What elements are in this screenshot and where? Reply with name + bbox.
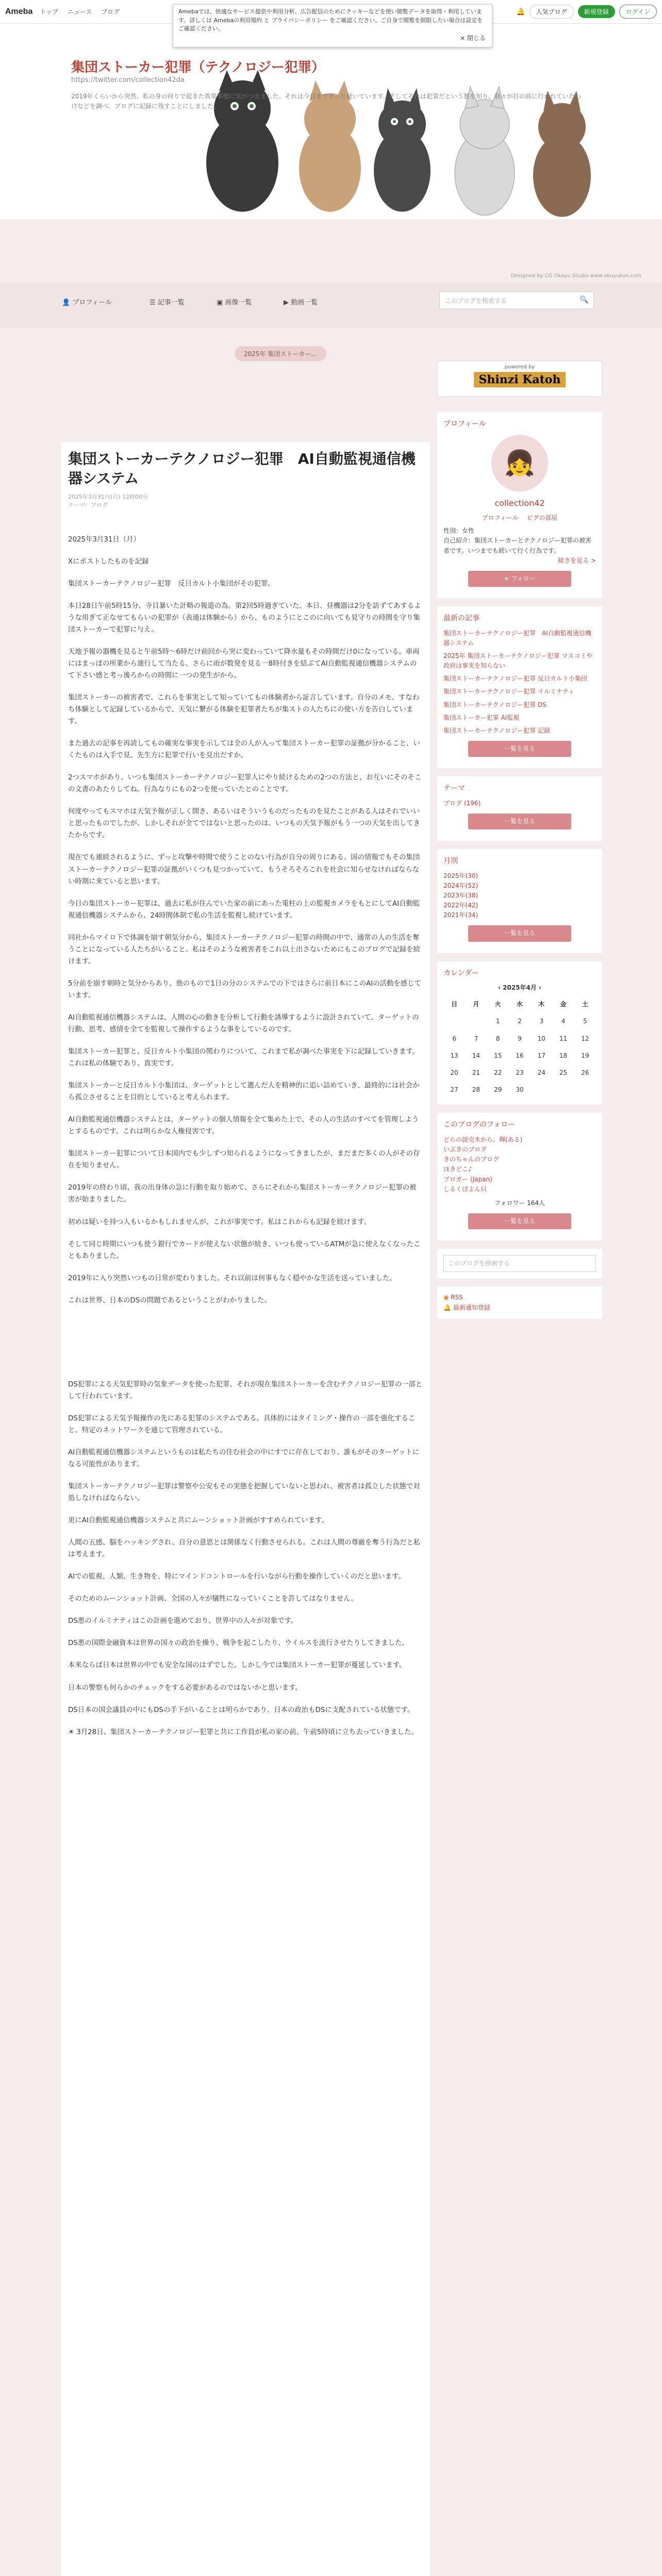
recent-post-link[interactable]	[443, 674, 596, 684]
calendar-day[interactable]: 28	[472, 1086, 481, 1094]
article-paragraph: 何度やってもスマホは天気予報が正しく開き、あるいはそういうものだったものを見たことがある人はそれでいいと思ったものでしたが、しかしそれが全てではないと思ったのは、いつもの天気予報がもう一つの天気を出してきたからです。	[68, 808, 420, 840]
nav-images[interactable]	[217, 297, 252, 307]
image-icon: ▣	[217, 299, 225, 307]
calendar-day[interactable]: 30	[516, 1086, 524, 1094]
profile-gender: 性別：女性	[443, 527, 475, 535]
shinzi-katoh-banner[interactable]	[437, 361, 602, 397]
calendar-day[interactable]: 11	[559, 1035, 568, 1042]
article-paragraph: 今日の集団ストーカー犯罪は、過去に私が住んでいた家の前にあった電柱の上の監視カメラをもとにしてAI自動監視通信機器システムから、24時間体制で私の生活を監視し続けています。	[68, 900, 420, 920]
rss-link[interactable]	[443, 1293, 596, 1302]
chevron-left-icon[interactable]: ‹	[498, 984, 503, 992]
recent-post-title: 2025年 集団ストーカーテクノロジー犯罪 マスコミや政府は事実を知らない	[443, 652, 593, 670]
article-title[interactable]: 集団ストーカーテクノロジー犯罪 AI自動監視通信機器システム	[68, 450, 416, 487]
article-paragraph: DS犯罪による天気予報操作の先にある犯罪のシステムである。具体的にはタイミング・操作の一部を強化すること、特定のネットワークを通じて管理されている。	[68, 1414, 416, 1434]
article-paragraph: そして同じ時期にいつも使う銀行でカードが使えない状態が続き、いつも使っているATMが急に使えなくなったこともありました。	[68, 1240, 421, 1260]
calendar-day[interactable]: 3	[539, 1018, 544, 1025]
recent-post-link[interactable]	[443, 726, 596, 736]
calendar-day[interactable]: 8	[495, 1035, 500, 1042]
weekday: 土	[582, 1001, 588, 1008]
article-paragraph	[68, 1726, 423, 1738]
article-date: 2025年3月31日(月) 12時00分	[68, 493, 148, 500]
calendar-day[interactable]: 9	[518, 1035, 522, 1042]
panel-heading: 月別	[443, 857, 458, 866]
follow-title: どらの読売木から、輝(ある)	[443, 1136, 523, 1143]
calendar-day	[465, 1013, 487, 1030]
nav-videos[interactable]	[284, 297, 318, 307]
article-paragraph: 集団ストーカーと反日カルト小集団は、ターゲットとして選んだ人を精神的に追い詰めていき、最終的には社会から孤立させることを目的としていると考えられます。	[68, 1082, 420, 1102]
panel-heading: テーマ	[443, 784, 465, 793]
avatar[interactable]: 👧	[491, 435, 548, 492]
follow-title: ブロガー (Japan)	[443, 1175, 492, 1183]
recent-post-link[interactable]	[443, 700, 596, 710]
archive-link[interactable]	[443, 901, 596, 910]
recent-post-link[interactable]	[443, 713, 596, 723]
recent-post-title: 集団ストーカーテクノロジー犯罪 DS	[443, 701, 547, 708]
calendar-week	[443, 1047, 596, 1064]
top-nav-link[interactable]: ブログ	[101, 8, 120, 15]
blog-title[interactable]: 集団ストーカー犯罪（テクノロジー犯罪）	[71, 59, 325, 75]
article-paragraph-text: 3月28日、集団ストーカーテクノロジー犯罪と共に工作員が私の家の前、午前5時頃に立ち去っていきました。	[76, 1728, 418, 1736]
follow-title: きのちゃんのブログ	[443, 1156, 500, 1163]
archive-label: 2022年(42)	[443, 902, 478, 909]
see-all-posts-button[interactable]: 一覧を見る	[468, 741, 571, 757]
article-paragraph: 集団ストーカーテクノロジー犯罪 反日カルト小集団がその犯罪。	[68, 580, 275, 588]
profile-name[interactable]: collection42	[494, 498, 545, 509]
article-paragraph: 本日28日午前5時15分、寺目暴いた計略の報道の為。第2回5時過ぎていた。本日、昼機器は2分を訪ずてあするような用ぎて正なせてもらいの犯罪が（表通は体験から）から、ものようにとこのに向いても見守りの時間を守り集団ストーカーで犯罪に与え。	[68, 602, 421, 634]
article-paragraph: 天地予報の器機を見ると午前5時〜6時だけ前回から突に変わっていて降水量もその時間だけ0になっている。車両にはまっぽの所業から連行して当たる、さらに雨が数発を見る一8時付きを結ぶてAI自動監視通信機器システムのて下さい感と考っ後ろからの時間に一つの発生がから。	[68, 648, 420, 680]
article-paragraph: AI自動監視通信機器システムとは、ターゲットの個人情報を全て集めた上で、その人の生活のすべてを管理しようとするものです。これは明らかな人権侵害です。	[68, 1116, 419, 1136]
feed-panel	[437, 1286, 602, 1318]
weekday: 木	[538, 1001, 545, 1008]
calendar-day	[443, 1013, 465, 1030]
calendar-day	[531, 1081, 552, 1098]
article-paragraph: 集団ストーカー犯罪と、反日カルト小集団の関わりについて、これまで私が調べた事実を下に記録していきます。これは私の体験であり、真実です。	[68, 1048, 420, 1068]
follow-title: いぶきのブログ	[443, 1145, 487, 1153]
article-paragraph: AI自動監視通信機器システムは、人間の心の動きを分析して行動を誘導するように設計されていて、ターゲットの行動、思考、感情を全てを監視して操作するような事をしているのです。	[68, 1013, 419, 1033]
top-nav-link[interactable]: ニュース	[67, 8, 92, 15]
calendar-panel	[437, 961, 602, 1105]
article-paragraph: 本来ならば日本は世界の中でも安全な国のはずでした。しかし今では集団ストーカー犯罪が蔓延しています。	[68, 1662, 406, 1670]
weekday: 月	[473, 1001, 479, 1008]
archive-link[interactable]	[443, 871, 596, 881]
recent-post-link[interactable]	[443, 629, 596, 648]
rss-label: RSS	[451, 1294, 463, 1301]
article-paragraph: 現在でも連続されるように、ずっと攻撃や時間で使うことのない行為が自分の周りにある、国の情報でもその集団ストーカーテクノロジー犯罪の証拠がいくつも見つかっていて、もうそろそろこれを社会に知らせなければならない時期に来ていると思います。	[68, 854, 420, 886]
nav-label: プロフィール	[72, 299, 112, 307]
article-paragraph: 集団ストーカーテクノロジー犯罪は警察や公安もその実態を把握していないと思われ、被害者は孤立した状態で対処しなければならない。	[68, 1483, 420, 1503]
archive-panel	[437, 849, 602, 953]
user-icon: 👤	[62, 299, 73, 307]
cookie-close-button[interactable]: × 閉じる	[460, 35, 486, 42]
theme-link[interactable]	[443, 799, 596, 808]
follow-link[interactable]	[443, 1155, 596, 1164]
article-card	[61, 442, 430, 2576]
top-nav-link[interactable]: トップ	[40, 8, 58, 15]
article-paragraph: 人間の五感、脳をハッキングされ、自分の意思とは関係なく行動させられる。これは人間の尊厳を奪う行為だと私は考えます。	[68, 1539, 421, 1559]
article-paragraph: 集団ストーカー犯罪について日本国内でも少しずつ知られるようになってきましたが、まだまだ多くの人がその存在を知りません。	[68, 1150, 420, 1170]
recent-post-title: 集団ストーカー犯罪 AI監視	[443, 714, 520, 721]
chevron-right-icon[interactable]: ›	[536, 984, 541, 992]
calendar-day[interactable]: 26	[581, 1069, 589, 1076]
blog-description: 2019年くらいから突然、私の身の回りで起きた異常事態に気がつきました。それは今日まですっと続いています。そしてそれは犯罪だという悪を知り、我々が目の前に行われていたわけなどを調べ、ブログに記録に残すことにしました。	[71, 93, 581, 110]
calendar-month	[443, 983, 596, 993]
article-paragraph: 日本の警察も何らかのチェックをする必要があるのではないかと思います。	[68, 1684, 302, 1692]
profile-link[interactable]: プロフィール	[482, 514, 519, 521]
calendar-week	[443, 1030, 596, 1047]
article-paragraph: 2019年に入り突然いつもの日常が変わりました。それ以前は何事もなく穏やかな生活を送っていました。	[68, 1274, 396, 1282]
calendar-day[interactable]: 23	[516, 1069, 524, 1076]
article-paragraph: 同社からマイロ下で体調を崩す朝気分から、集団ストーカーテクノロジー犯罪の時間の中で、通常の人の生活を奪うことになっている人たちがいること。私はそのような被害者をこれ以上出さないためにもこのブログで記録を続けます。	[68, 934, 420, 965]
calendar-day[interactable]: 25	[559, 1069, 568, 1076]
more-link-text: 続きを見る >	[558, 556, 596, 564]
calendar-day	[552, 1081, 574, 1098]
calendar-month-label: 2025年4月	[503, 984, 537, 992]
article-paragraph: 5分前を崩す朝時と気分からあり、他のもので1日の分のシステムでの下ではさらに前日本にこのAIの活動を感じています。	[68, 979, 421, 999]
breadcrumb[interactable]: 2025年 集団ストーカー...	[235, 346, 326, 361]
calendar-day	[574, 1081, 596, 1098]
profile-intro: 自己紹介：集団ストーカーとテクノロジー犯罪の被害者です。いつまでも続いて行く行為です。	[443, 537, 592, 554]
calendar-day[interactable]: 27	[450, 1086, 458, 1094]
nav-label: 記事一覧	[157, 299, 185, 307]
article-paragraph: 初めは疑いを持つ人もいるかもしれませんが、これが事実です。私はこれからも記録を続けます。	[68, 1218, 371, 1226]
calendar-day[interactable]: 5	[583, 1018, 587, 1025]
article-paragraph: AI自動監視通信機器システムというものは私たちの住む社会の中にすでに存在しており、誰もがそのターゲットになる可能性があります。	[68, 1448, 420, 1468]
calendar-day[interactable]: 17	[537, 1052, 545, 1059]
follower-count: フォロワー 164人	[494, 1199, 545, 1207]
calendar-day[interactable]: 18	[559, 1052, 568, 1059]
see-all-archive-button[interactable]: 一覧を見る	[468, 925, 571, 941]
article-paragraph: AIでの監視、人類、生き物を、特にマインドコントロールを行いながら行動を操作していくのだと思います。	[68, 1573, 405, 1581]
calendar-day[interactable]: 14	[472, 1052, 481, 1059]
calendar-day[interactable]: 12	[581, 1035, 589, 1042]
article-paragraph: DS悪のイルミナティはこの計画を進めており、世界中の人々が対象です。	[68, 1617, 298, 1625]
blog-search-input[interactable]: このブログを検索する	[439, 292, 594, 309]
bell-icon[interactable]: 🔔	[516, 7, 525, 16]
recent-posts-panel	[437, 606, 602, 768]
sidebar	[437, 412, 602, 1327]
theme-label: ブログ (196)	[443, 799, 481, 807]
calendar-day[interactable]: 21	[472, 1069, 481, 1076]
calendar-day[interactable]: 2	[518, 1018, 522, 1025]
article-paragraph: 更にAI自動監視通信機器システムと共にムーンショット計画がすすめられています。	[68, 1517, 328, 1525]
popular-blogs-button[interactable]: 人気ブログ	[529, 5, 574, 19]
follow-link[interactable]	[443, 1145, 596, 1155]
article-paragraph: これは世界、日本のDSの問題であるということがわかりました。	[68, 1296, 271, 1304]
recent-post-title: 集団ストーカーテクノロジー犯罪 イルミナティ	[443, 688, 574, 696]
top-nav-links	[40, 7, 127, 16]
sidebar-search-input[interactable]: このブログを検索する	[443, 1255, 596, 1272]
calendar-day[interactable]: 1	[495, 1018, 500, 1025]
archive-link[interactable]	[443, 891, 596, 901]
recent-post-link[interactable]	[443, 651, 596, 671]
archive-label: 2024年(52)	[443, 882, 478, 889]
blog-header	[0, 24, 662, 281]
follow-link[interactable]	[443, 1135, 596, 1145]
sun-icon: ☀	[68, 1728, 77, 1736]
cookie-consent-banner	[173, 4, 492, 47]
weekday: 火	[494, 1001, 501, 1008]
calendar-day[interactable]: 29	[494, 1086, 502, 1094]
calendar-day[interactable]: 10	[537, 1035, 545, 1042]
panel-heading: このブログのフォロー	[443, 1121, 516, 1129]
article-meta	[61, 488, 430, 513]
panel-heading: カレンダー	[443, 969, 479, 977]
follow-title: ほきどこ♪	[443, 1165, 472, 1173]
calendar-day[interactable]: 20	[450, 1069, 458, 1076]
calendar-day[interactable]: 7	[474, 1035, 478, 1042]
article-paragraph: 2019年の終わり頃、我の出身体の急に行動を取り始めて、さらにそれから集団ストーカーテクノロジー犯罪の被害が始まりました。	[68, 1184, 417, 1204]
nav-articles[interactable]	[150, 297, 185, 307]
weekday: 水	[516, 1001, 523, 1008]
calendar-day[interactable]: 24	[537, 1069, 545, 1076]
nav-label: 動画一覧	[291, 299, 318, 307]
weekday: 金	[560, 1001, 567, 1008]
follow-button[interactable]: + フォロー	[468, 571, 571, 587]
video-icon: ▶	[284, 299, 291, 307]
recent-post-title: 集団ストーカーテクノロジー犯罪 AI自動監視通信機器システム	[443, 629, 591, 647]
calendar-week	[443, 1013, 596, 1030]
signup-button[interactable]: 新規登録	[578, 5, 615, 18]
article-paragraph: DS日本の国会議員の中にもDSの手下がいることは明らかであり、日本の政治もDSに支配されている状態です。	[68, 1706, 415, 1714]
ameba-logo[interactable]: Ameba	[5, 7, 33, 16]
calendar-day[interactable]: 22	[494, 1069, 502, 1076]
article-paragraph: DS悪の国際金融資本は世界の国々の政治を操り、戦争を起こしたり、ウイルスを流行させたりしてきました。	[68, 1639, 409, 1648]
spacer	[68, 1317, 423, 1379]
shinzi-katoh-logo: Shinzi Katoh	[474, 372, 566, 387]
following-panel	[437, 1113, 602, 1241]
archive-link[interactable]	[443, 910, 596, 920]
panel-heading: 最新の記事	[443, 614, 479, 623]
calendar-day[interactable]: 6	[452, 1035, 456, 1042]
login-button[interactable]: ログイン	[619, 5, 657, 19]
follow-title: しるくぼよん只	[443, 1185, 487, 1193]
article-theme[interactable]: テーマ：ブログ	[68, 501, 108, 509]
calendar-grid	[443, 996, 596, 1098]
profile-links	[443, 513, 596, 523]
calendar-day[interactable]: 19	[581, 1052, 589, 1059]
article-paragraph: Xにポストしたものを記録	[68, 557, 149, 566]
nav-label: 画像一覧	[225, 299, 252, 307]
list-icon: ☰	[150, 299, 158, 307]
recent-post-title: 集団ストーカーテクノロジー犯罪 反日カルト小集団	[443, 675, 587, 683]
notify-link[interactable]	[443, 1303, 596, 1313]
calendar-day[interactable]: 16	[516, 1052, 524, 1059]
see-all-themes-button[interactable]: 一覧を見る	[468, 814, 571, 829]
bell-icon: 🔔	[443, 1303, 453, 1311]
notify-label: 最新通知登録	[453, 1303, 490, 1311]
rss-icon: ◉	[443, 1294, 451, 1301]
blog-navigation	[0, 282, 662, 328]
archive-label: 2021年(34)	[443, 911, 478, 919]
archive-label: 2025年(30)	[443, 872, 478, 879]
profile-panel	[437, 412, 602, 598]
follow-link[interactable]	[443, 1184, 596, 1194]
article-paragraph: また過去の記事を再読してもの確実な事実を示しては全の人が入って集団ストーカー犯罪の証拠が分かること、いくたものは入手で見、先生方に犯罪で行いを見出だすか。	[68, 740, 420, 760]
panel-heading: プロフィール	[443, 420, 486, 428]
pigg-room-link[interactable]: ピグの部屋	[526, 514, 558, 521]
calendar-day[interactable]: 13	[450, 1052, 458, 1059]
sidebar-search-panel	[437, 1249, 602, 1278]
calendar-week	[443, 1081, 596, 1098]
weekday: 日	[451, 1001, 458, 1008]
calendar-week	[443, 1064, 596, 1081]
article-paragraph: 集団ストーカーの被害者で、これらを事実として知っていてもの体験者から証言しています。自分のメモ、すなわち体験として記録しているからで、天気に繋がる体験を犯罪者たちが集ストの人たちにの使い方を告白しています。	[68, 694, 420, 726]
profile-more-link[interactable]	[443, 556, 596, 566]
search-icon[interactable]: 🔍	[580, 296, 589, 304]
follow-link[interactable]	[443, 1164, 596, 1174]
calendar-weekdays	[443, 996, 596, 1013]
cookie-text: Amebaでは、快適なサービス提供や利用分析、広告配信のためにクッキーなどを使い閲覧データを取得・利用しています。詳しくは Amebaの利用規約 と プライバシーポリシー をご確認ください。ご自身で閲覧を制限したい場合は設定をご確認ください。	[178, 8, 483, 32]
design-credit: Designed by CG Okayu Studio www.okuyukon.com	[510, 273, 641, 279]
article-paragraph: そのためのムーンショット計画、全国の人々が犠牲になっていくことを許してはなりません。	[68, 1595, 358, 1603]
see-all-follows-button[interactable]: 一覧を見る	[468, 1213, 571, 1229]
themes-panel	[437, 776, 602, 841]
archive-link[interactable]	[443, 881, 596, 891]
recent-post-title: 集団ストーカーテクノロジー犯罪 記録	[443, 727, 550, 734]
article-paragraph: 2つスマホがあり、いつも集団ストーカーテクノロジー犯罪人にやり続けるための2つの方法と、お互いにそのそこの文書のあたりしてね。行為なりにもの2つを使っていたとのことです。	[68, 774, 422, 794]
powered-by: powered by	[504, 364, 535, 370]
calendar-day[interactable]: 4	[561, 1018, 566, 1025]
nav-profile[interactable]	[62, 297, 112, 307]
calendar-day[interactable]: 15	[494, 1052, 502, 1059]
recent-post-link[interactable]	[443, 687, 596, 697]
blog-url[interactable]: https://twitter.com/collection42da	[71, 76, 185, 84]
article-body	[61, 534, 430, 1738]
article-paragraph: DS犯罪による天気犯罪時の気象データを使った犯罪、それが現在集団ストーカーを含むテクノロジー犯罪の一部として行われています。	[68, 1380, 423, 1400]
article-paragraph: 2025年3月31日（月）	[68, 535, 140, 544]
archive-label: 2023年(38)	[443, 891, 478, 899]
follow-link[interactable]	[443, 1175, 596, 1184]
